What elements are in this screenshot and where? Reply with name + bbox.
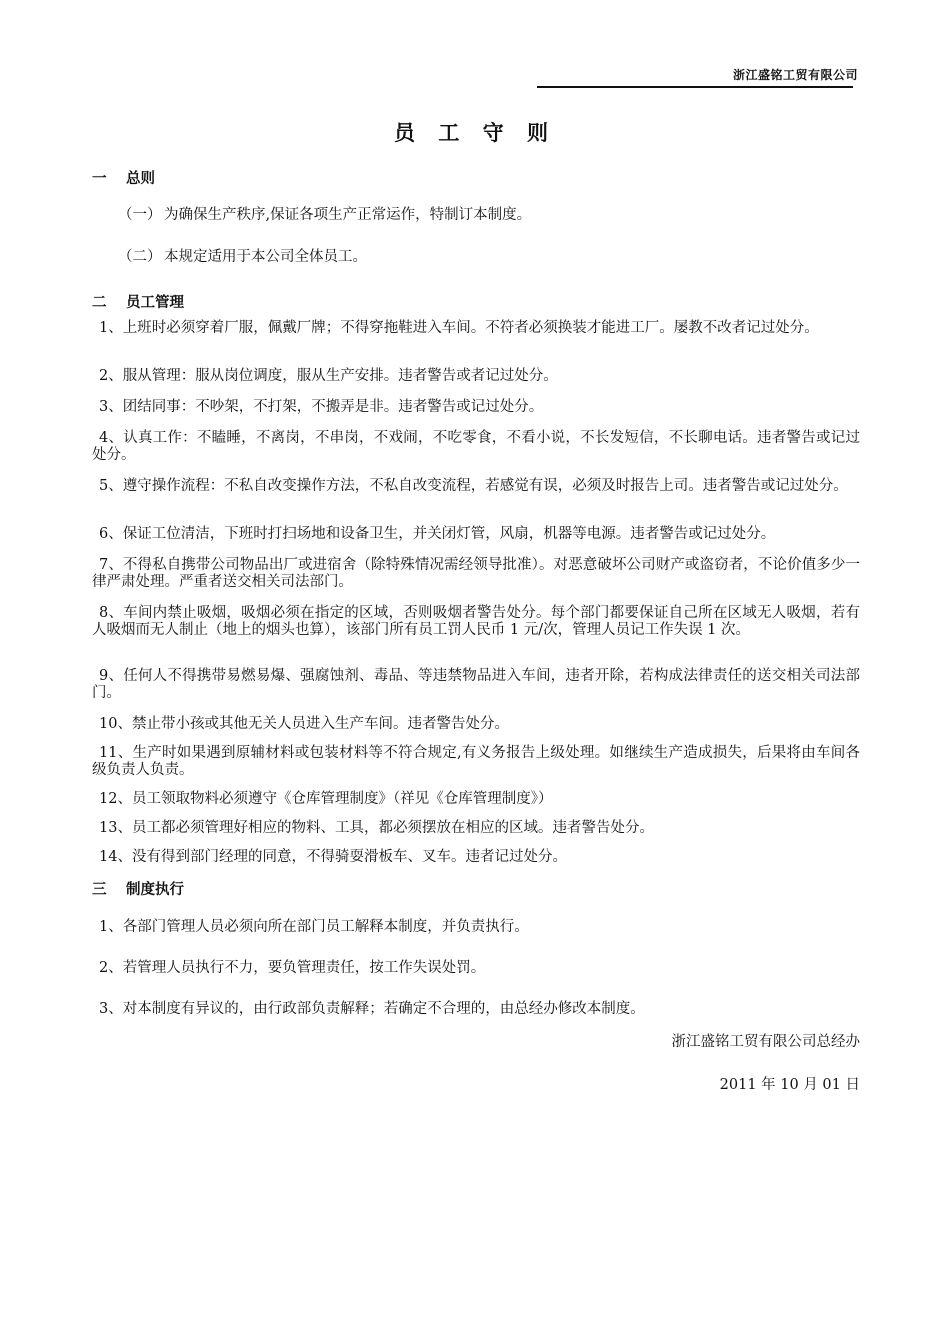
header-divider bbox=[537, 86, 853, 88]
rule-8: 8、车间内禁止吸烟，吸烟必须在指定的区域，否则吸烟者警告处分。每个部门都要保证自己所在区域无人吸烟，若有人吸烟而无人制止（地上的烟头也算），该部门所有员工罚人民币 1 元/次，管理人员记工作失误 1 次。 bbox=[92, 605, 860, 638]
enforcement-1: 1、各部门管理人员必须向所在部门员工解释本制度，并负责执行。 bbox=[99, 919, 529, 935]
rule-3: 3、团结同事：不吵架，不打架，不搬弄是非。违者警告或记过处分。 bbox=[99, 399, 544, 415]
rule-7: 7、不得私自携带公司物品出厂或进宿舍（除特殊情况需经领导批准）。对恶意破坏公司财产或盗窃者，不论价值多少一律严肃处理。严重者送交相关司法部门。 bbox=[92, 557, 860, 590]
enforcement-2: 2、若管理人员执行不力，要负管理责任，按工作失误处罚。 bbox=[99, 960, 486, 976]
signature-date: 2011 年 10 月 01 日 bbox=[719, 1077, 860, 1093]
clause-text: 本规定适用于本公司全体员工。 bbox=[164, 249, 367, 265]
section-title: 总则 bbox=[126, 171, 155, 187]
section-title: 员工管理 bbox=[126, 295, 184, 311]
rule-4: 4、认真工作：不瞌睡，不离岗，不串岗，不戏闹，不吃零食，不看小说，不长发短信，不长聊电话。违者警告或记过处分。 bbox=[92, 430, 860, 463]
clause-text: 为确保生产秩序,保证各项生产正常运作，特制订本制度。 bbox=[164, 207, 532, 223]
rule-10: 10、禁止带小孩或其他无关人员进入生产车间。违者警告处分。 bbox=[99, 716, 509, 732]
clause-1-1 bbox=[118, 207, 860, 224]
rule-13: 13、员工都必须管理好相应的物料、工具，都必须摆放在相应的区域。违者警告处分。 bbox=[99, 820, 654, 836]
section-heading-staff-management bbox=[92, 291, 184, 312]
section-title: 制度执行 bbox=[126, 882, 184, 898]
clause-label: （二） bbox=[118, 249, 162, 265]
rule-11: 11、生产时如果遇到原辅材料或包装材料等不符合规定,有义务报告上级处理。如继续生产造成损失，后果将由车间各级负责人负责。 bbox=[92, 745, 860, 778]
rule-5: 5、遵守操作流程：不私自改变操作方法，不私自改变流程，若感觉有误，必须及时报告上司。违者警告或记过处分。 bbox=[99, 478, 848, 494]
section-heading-enforcement bbox=[92, 878, 184, 899]
rule-6: 6、保证工位清洁，下班时打扫场地和设备卫生，并关闭灯管，风扇，机器等电源。违者警告或记过处分。 bbox=[99, 526, 776, 542]
rule-14: 14、没有得到部门经理的同意，不得骑耍滑板车、叉车。违者记过处分。 bbox=[99, 849, 567, 865]
section-heading-general bbox=[92, 167, 155, 188]
section-number: 二 bbox=[92, 295, 107, 311]
document-title: 员 工 守 则 bbox=[394, 121, 556, 145]
clause-1-2 bbox=[118, 249, 860, 266]
enforcement-3: 3、对本制度有异议的，由行政部负责解释；若确定不合理的，由总经办修改本制度。 bbox=[99, 1001, 645, 1017]
rule-12: 12、员工领取物料必须遵守《仓库管理制度》（祥见《仓库管理制度》） bbox=[99, 791, 553, 807]
rule-1: 1、上班时必须穿着厂服，佩戴厂牌；不得穿拖鞋进入车间。不符者必须换装才能进工厂。屡教不改者记过处分。 bbox=[99, 320, 819, 336]
section-number: 一 bbox=[92, 171, 107, 187]
rule-9: 9、任何人不得携带易燃易爆、强腐蚀剂、毒品、等违禁物品进入车间，违者开除，若构成法律责任的送交相关司法部门。 bbox=[92, 668, 860, 701]
header-company: 浙江盛铭工贸有限公司 bbox=[732, 68, 858, 82]
rule-2: 2、服从管理：服从岗位调度，服从生产安排。违者警告或者记过处分。 bbox=[99, 368, 558, 384]
clause-label: （一） bbox=[118, 207, 162, 223]
section-number: 三 bbox=[92, 882, 107, 898]
signature-issuer: 浙江盛铭工贸有限公司总经办 bbox=[671, 1034, 860, 1050]
